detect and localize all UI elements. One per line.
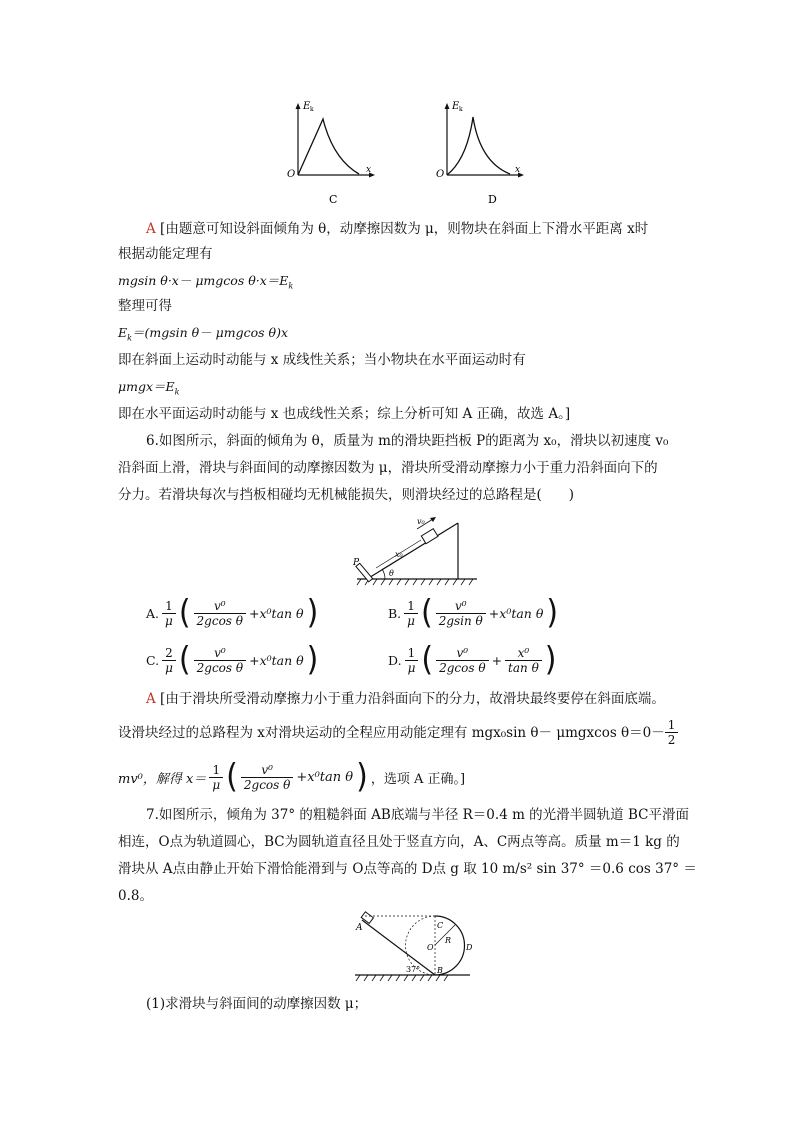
option-b-fraction bbox=[436, 599, 486, 628]
q7-label-o: O bbox=[427, 943, 434, 952]
answer6-text3a: mv⁰，解得 x＝ bbox=[118, 771, 207, 787]
option-b-tail: +x⁰tan θ bbox=[488, 605, 544, 621]
graph-c-ysub: k bbox=[310, 106, 314, 113]
frac-den: μ bbox=[165, 613, 173, 628]
frac-den: μ bbox=[407, 660, 416, 675]
paren-right: ) bbox=[306, 593, 319, 632]
q7-label-d: D bbox=[466, 943, 473, 952]
q6-line2: 沿斜面上滑，滑块与斜面间的动摩擦因数为 μ，滑块所受滑动摩擦力小于重力沿斜面向下的 bbox=[118, 460, 658, 476]
q6-line3: 分力。若滑块每次与挡板相碰均无机械能损失，则滑块经过的总路程是( ) bbox=[118, 487, 575, 503]
graph-c-origin: O bbox=[287, 169, 296, 180]
option-c-tail: +x⁰tan θ bbox=[249, 652, 304, 668]
paren-left: ( bbox=[421, 640, 434, 679]
q6-ground-hatch bbox=[357, 579, 473, 585]
frac-num: 2 bbox=[162, 646, 176, 661]
plus-sign: + bbox=[491, 652, 503, 668]
q7-incline-ab bbox=[362, 920, 435, 975]
answer5-line5: 即在水平面运动时动能与 x 也成线性关系；综上分析可知 A 正确，故选 A。] bbox=[118, 406, 571, 422]
q6-figure bbox=[345, 513, 485, 593]
q7-block bbox=[361, 912, 373, 924]
option-b-coef bbox=[404, 599, 418, 628]
q7-sub1: (1)求滑块与斜面间的动摩擦因数 μ； bbox=[146, 996, 368, 1012]
q6-angle-arc bbox=[382, 569, 385, 579]
graph-c bbox=[283, 97, 383, 209]
q7-label-r: R bbox=[445, 936, 452, 945]
option-a-fraction bbox=[194, 599, 246, 628]
graph-d-y-arrow bbox=[445, 103, 450, 109]
answer5-eq3 bbox=[118, 378, 180, 402]
q6-label-v0: v₀ bbox=[417, 517, 425, 526]
frac-num: v⁰ bbox=[436, 646, 488, 661]
frac-den: 2gsin θ bbox=[438, 613, 483, 628]
answer6-line2 bbox=[118, 718, 678, 747]
option-d-fraction1 bbox=[436, 646, 488, 675]
q7-line3: 滑块从 A点由静止开始下滑恰能滑到与 O点等高的 D点 g 取 10 m/s² sin 37° ＝0.6 cos 37° ＝ bbox=[118, 861, 697, 877]
q6-option-b[interactable] bbox=[388, 593, 559, 632]
option-c-fraction bbox=[194, 646, 246, 675]
q6-label-x0: x₀ bbox=[395, 550, 403, 559]
paren-left: ( bbox=[178, 640, 191, 679]
q6-incline bbox=[367, 523, 458, 579]
option-a-coef bbox=[162, 599, 176, 628]
option-c-label: C. bbox=[146, 652, 160, 668]
answer5-line3: 整理可得 bbox=[118, 298, 172, 314]
frac-den: 2gcos θ bbox=[243, 777, 291, 792]
frac-den: 2gcos θ bbox=[196, 613, 244, 628]
answer5-line1 bbox=[146, 220, 648, 238]
q7-label-a: A bbox=[356, 923, 363, 933]
q7-label-c: C bbox=[437, 921, 444, 930]
paren-right: ) bbox=[544, 640, 557, 679]
answer6-text3b: ，选项 A 正确。] bbox=[370, 771, 466, 787]
frac-num: v⁰ bbox=[194, 646, 246, 661]
q6-label-p: P bbox=[353, 558, 360, 568]
answer6-line3 bbox=[118, 757, 466, 796]
frac-den: tan θ bbox=[508, 660, 539, 675]
answer5-line4: 即在斜面上运动时动能与 x 成线性关系；当小物块在水平面运动时有 bbox=[118, 352, 526, 368]
paren-right: ) bbox=[546, 593, 559, 632]
frac-num: 1 bbox=[665, 718, 679, 733]
graph-c-curve bbox=[298, 119, 359, 175]
frac-num: 1 bbox=[405, 646, 419, 661]
answer6-letter: A bbox=[146, 691, 156, 707]
q7-line4: 0.8。 bbox=[118, 888, 153, 904]
answer6-text1: [由于滑块所受滑动摩擦力小于重力沿斜面向下的分力，故滑块最终要停在斜面底端。 bbox=[160, 691, 665, 707]
graph-d bbox=[432, 97, 532, 209]
answer5-line2: 根据动能定理有 bbox=[118, 246, 213, 262]
frac-den: μ bbox=[407, 613, 415, 628]
frac-den: 2gcos θ bbox=[439, 660, 486, 675]
paren-right: ) bbox=[356, 757, 368, 796]
frac-num: v⁰ bbox=[241, 763, 293, 778]
paren-right: ) bbox=[306, 640, 319, 679]
frac-num: x⁰ bbox=[505, 646, 542, 661]
option-a-tail: +x⁰tan θ bbox=[249, 605, 304, 621]
q6-line1: 6.如图所示，斜面的倾角为 θ，质量为 m的滑块距挡板 P的距离为 x₀，滑块以初速度 v₀ bbox=[146, 433, 669, 449]
q7-line2: 相连，O点为轨道圆心，BC为圆轨道直径且处于竖直方向，A、C两点等高。质量 m＝1 kg 的 bbox=[118, 834, 680, 850]
answer5-eq2-sub: k bbox=[127, 333, 132, 343]
graph-c-ylabel: E bbox=[303, 101, 311, 112]
q7-label-angle: 37° bbox=[406, 965, 421, 974]
q6-label-theta: θ bbox=[389, 569, 394, 578]
answer6-coef bbox=[209, 763, 223, 792]
frac-den: 2 bbox=[667, 733, 676, 747]
answer5-eq3-sub: k bbox=[174, 387, 180, 397]
frac-den: 2gcos θ bbox=[196, 660, 244, 675]
q7-figure bbox=[350, 910, 480, 982]
answer5-text1: [由题意可知设斜面倾角为 θ，动摩擦因数为 μ，则物块在斜面上下滑水平距离 x时 bbox=[160, 221, 649, 237]
answer5-eq2-b: ＝(mgsin θ－ μmgcos θ)x bbox=[131, 325, 288, 340]
frac-den: μ bbox=[212, 777, 221, 792]
graph-d-xlabel: x bbox=[515, 165, 521, 175]
q6-velocity-arrowhead bbox=[430, 517, 436, 522]
graph-d-curve bbox=[447, 117, 510, 175]
q6-block bbox=[421, 529, 438, 544]
paren-left: ( bbox=[420, 593, 433, 632]
graph-c-y-arrow bbox=[296, 103, 301, 109]
option-d-label: D. bbox=[388, 652, 402, 668]
frac-num: v⁰ bbox=[194, 599, 246, 614]
graph-c-xlabel: x bbox=[366, 165, 372, 175]
answer6-line1 bbox=[146, 690, 665, 708]
frac-num: 1 bbox=[404, 599, 418, 614]
answer5-eq1 bbox=[118, 272, 293, 296]
graph-d-ylabel: E bbox=[452, 101, 460, 112]
answer5-eq2-a: E bbox=[118, 325, 128, 340]
graph-d-caption: D bbox=[488, 193, 497, 206]
answer6-text2: 设滑块经过的总路程为 x对滑块运动的全程应用动能定理有 mgx₀sin θ－ μmgxcos θ＝0－ bbox=[118, 724, 665, 741]
q6-option-a[interactable] bbox=[146, 593, 319, 632]
option-b-label: B. bbox=[388, 605, 402, 621]
graph-c-caption: C bbox=[329, 193, 338, 206]
answer6-fraction bbox=[241, 763, 293, 792]
answer5-eq2 bbox=[118, 324, 288, 348]
answer5-eq3-a: μmgx＝E bbox=[118, 379, 175, 394]
answer6-half bbox=[665, 718, 679, 747]
answer5-letter: A bbox=[146, 221, 156, 237]
option-d-fraction2 bbox=[505, 646, 542, 675]
paren-left: ( bbox=[226, 757, 238, 796]
paren-left: ( bbox=[178, 593, 191, 632]
option-d-coef bbox=[405, 646, 419, 675]
graph-d-ysub: k bbox=[459, 106, 463, 113]
q7-ground-hatch bbox=[356, 975, 448, 981]
answer5-eq1-main: mgsin θ·x－ μmgcos θ·x＝E bbox=[118, 273, 289, 288]
frac-num: v⁰ bbox=[436, 599, 486, 614]
graph-d-origin: O bbox=[436, 169, 445, 180]
frac-den: μ bbox=[165, 660, 173, 675]
option-c-coef bbox=[162, 646, 176, 675]
q6-option-c[interactable] bbox=[146, 640, 319, 679]
option-a-label: A. bbox=[146, 605, 160, 621]
answer6-tail: +x⁰tan θ bbox=[296, 769, 354, 785]
frac-num: 1 bbox=[209, 763, 223, 778]
q6-option-d[interactable] bbox=[388, 640, 557, 679]
frac-num: 1 bbox=[162, 599, 176, 614]
answer5-eq1-sub: k bbox=[288, 281, 294, 291]
q7-line1: 7.如图所示，倾角为 37° 的粗糙斜面 AB底端与半径 R＝0.4 m 的光滑半圆轨道 BC平滑面 bbox=[146, 807, 689, 823]
q7-label-b: B bbox=[437, 966, 443, 975]
